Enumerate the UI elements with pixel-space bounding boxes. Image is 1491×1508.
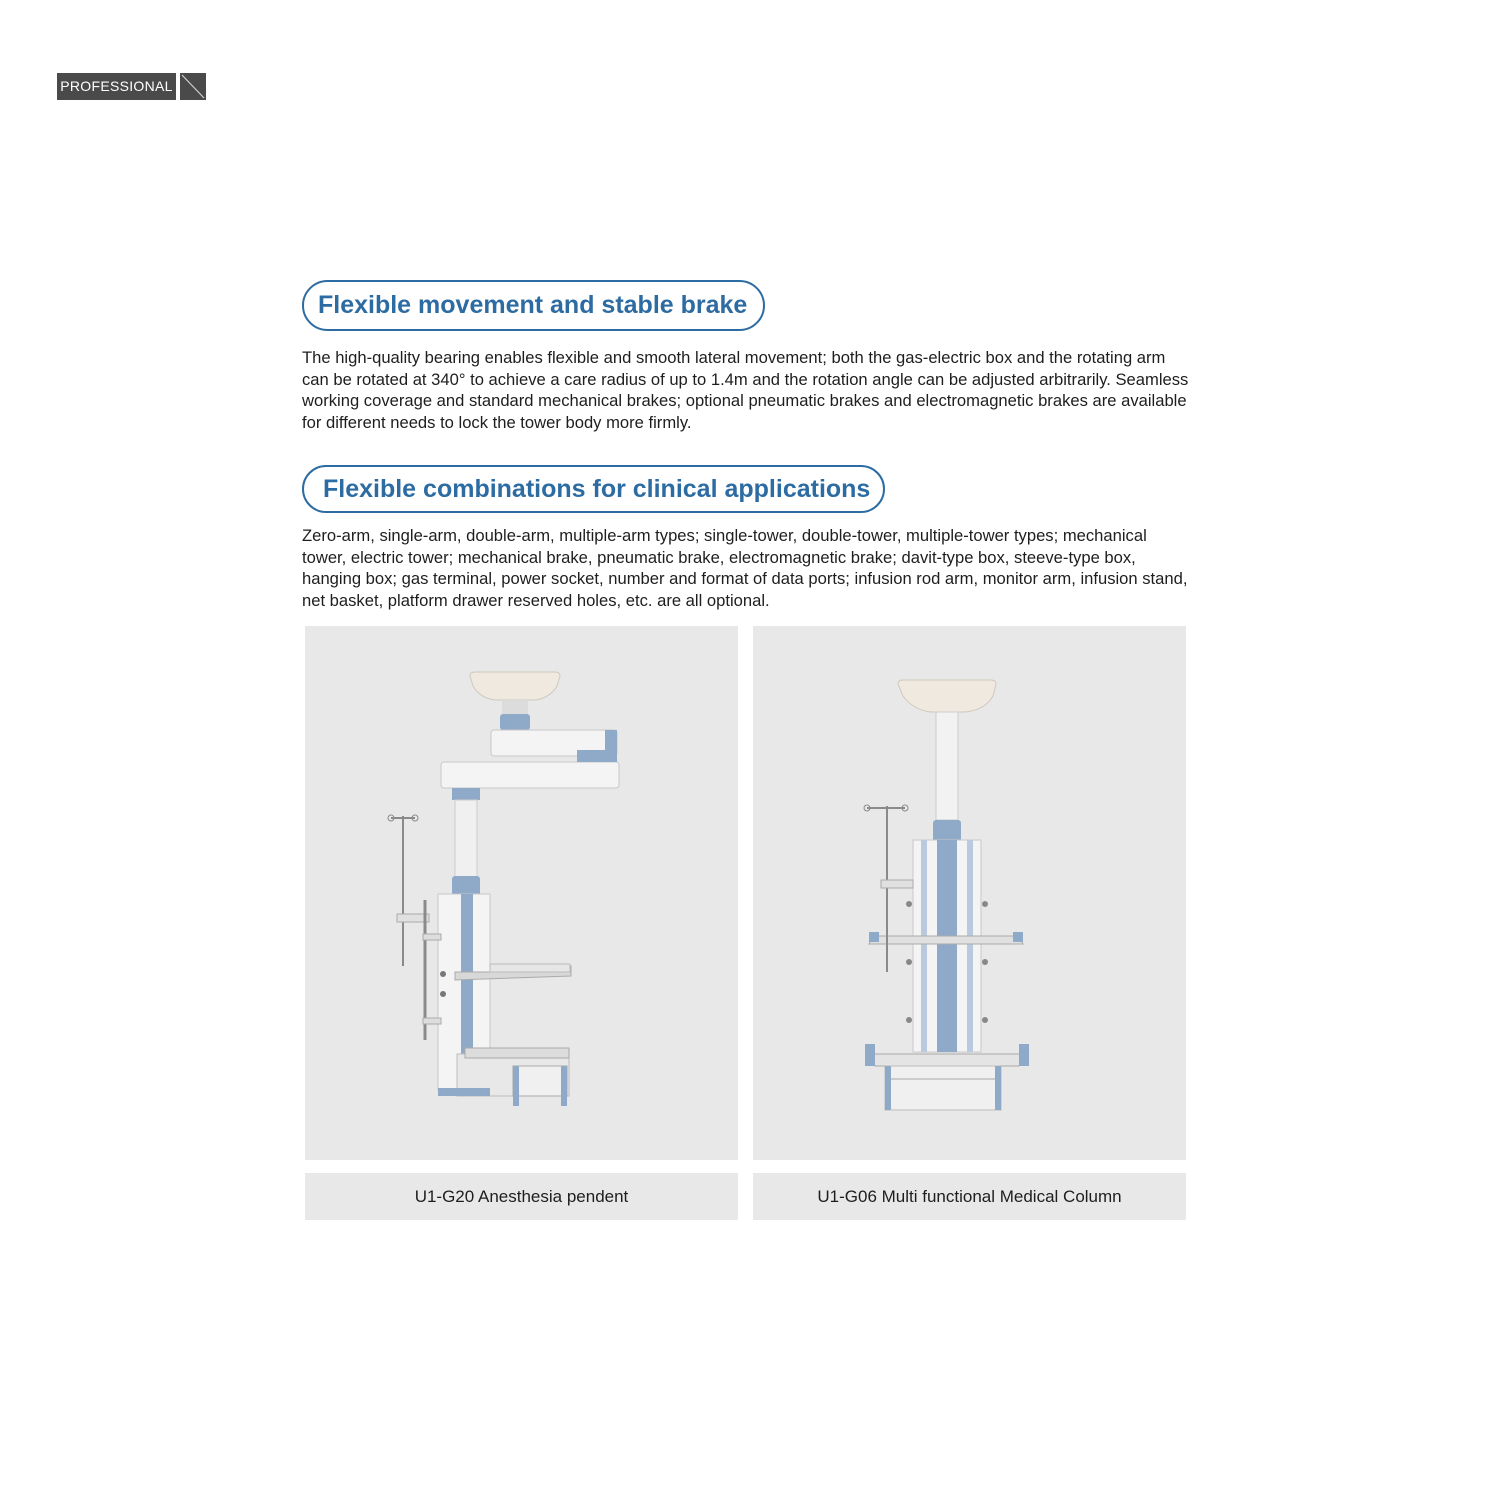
section-body-movement: The high-quality bearing enables flexible and smooth lateral movement; both the gas-electric box and the rotating arm can be rotated at 340° to achieve a care radius of up to 1.4m and the rotation angle can be adjusted arbitrarily. Seamless working coverage and standard mechanical brakes; optional pneumatic brakes and electromagnetic brakes are available for different needs to lock the tower body more firmly. bbox=[302, 348, 1189, 432]
product-image-anesthesia-pendant bbox=[305, 626, 738, 1160]
badge-slash-icon bbox=[180, 73, 206, 100]
product-caption-medical-column: U1-G06 Multi functional Medical Column bbox=[753, 1173, 1186, 1220]
anesthesia-pendant-illustration bbox=[305, 626, 738, 1160]
section-heading-movement: Flexible movement and stable brake bbox=[302, 280, 765, 331]
product-image-medical-column bbox=[753, 626, 1186, 1160]
badge-label: PROFESSIONAL bbox=[57, 73, 176, 100]
product-caption-anesthesia-pendant: U1-G20 Anesthesia pendent bbox=[305, 1173, 738, 1220]
section-body-combinations: Zero-arm, single-arm, double-arm, multiple-arm types; single-tower, double-tower, multiple-tower types; mechanical tower, electric tower; mechanical brake, pneumatic brake, electromagnetic brake; davit-type box, steeve-type box, hanging box; gas terminal, power socket, number and format of data ports; infusion rod arm, monitor arm, infusion stand, net basket, platform drawer reserved holes, etc. are all optional. bbox=[302, 526, 1188, 610]
professional-badge bbox=[57, 73, 206, 100]
medical-column-illustration bbox=[753, 626, 1186, 1160]
section-heading-combinations: Flexible combinations for clinical applications bbox=[302, 465, 885, 513]
